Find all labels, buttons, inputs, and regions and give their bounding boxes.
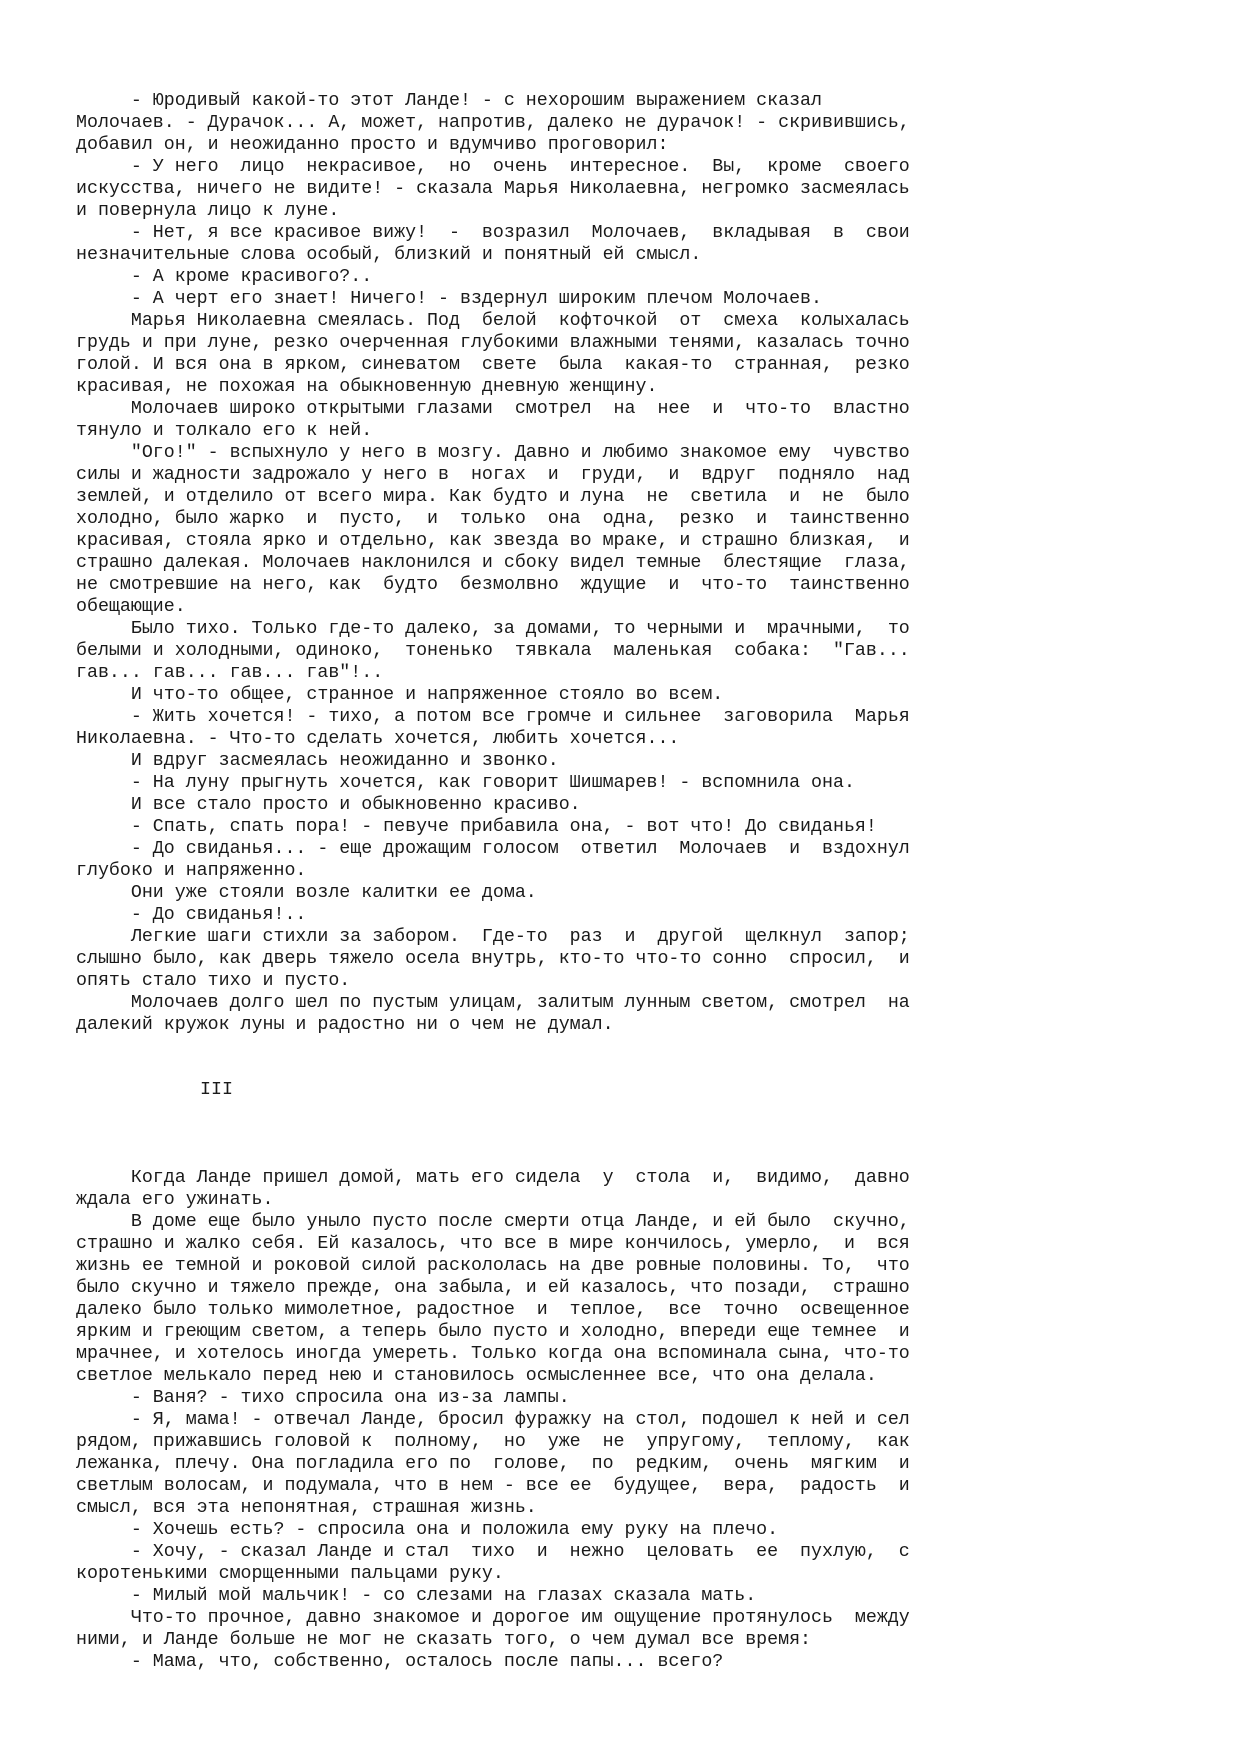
text-block-section-1: - Юродивый какой-то этот Ланде! - с нехорошим выражением сказал Молочаев. - Дурачок... А, может, напротив, далеко не дурачок! - скривившись, добавил он, и неожиданно просто и вдумчиво проговорил: - У него лицо некрасивое, но очень интересное. Вы, кроме своего искусства, ничего не видите! - сказала Марья Николаевна, негромко засмеялась и повернула лицо к луне. - Нет, я все красивое вижу! - возразил Молочаев, вкладывая в свои незначительные слова особый, близкий и понятный ей смысл. - А кроме красивого?.. - А черт его знает! Ничего! - вздернул широким плечом Молочаев. Марья Николаевна смеялась. Под белой кофточкой от смеха колыхалась грудь и при луне, резко очерченная глубокими влажными тенями, казалась точно голой. И вся она в ярком, синеватом свете была какая-то странная, резко красивая, не похожая на обыкновенную дневную женщину. Молочаев широко открытыми глазами смотрел на нее и что-то властно тянуло и толкало его к ней. "Ого!" - вспыхнуло у него в мозгу. Давно и любимо знакомое ему чувство силы и жадности задрожало у него в ногах и груди, и вдруг подняло над землей, и отделило от всего мира. Как будто и луна не светила и не было холодно, было жарко и пусто, и только она одна, резко и таинственно красивая, стояла ярко и отдельно, как звезда во мраке, и страшно близкая, и страшно далекая. Молочаев наклонился и сбоку видел темные блестящие глаза, не смотревшие на него, как будто безмолвно ждущие и что-то таинственно обещающие. Было тихо. Только где-то далеко, за домами, то черными и мрачными, то белыми и холодными, одиноко, тоненько тявкала маленькая собака: "Гав... гав... гав... гав... гав"!.. И что-то общее, странное и напряженное стояло во всем. - Жить хочется! - тихо, а потом все громче и сильнее заговорила Марья Николаевна. - Что-то сделать хочется, любить хочется... И вдруг засмеялась неожиданно и звонко. - На луну прыгнуть хочется, как говорит Шишмарев! - вспомнила она. И все стало просто и обыкновенно красиво. - Спать, спать пора! - певуче прибавила она, - вот что! До свиданья! - До свиданья... - еще дрожащим голосом ответил Молочаев и вздохнул глубоко и напряженно. Они уже стояли возле калитки ее дома. - До свиданья!.. Легкие шаги стихли за забором. Где-то раз и другой щелкнул запор; слышно было, как дверь тяжело осела внутрь, кто-то что-то сонно спросил, и опять стало тихо и пусто. Молочаев долго шел по пустым улицам, залитым лунным светом, смотрел на далекий кружок луны и радостно ни о чем не думал.: [76, 91, 910, 1035]
text-block-section-2: Когда Ланде пришел домой, мать его сидела у стола и, видимо, давно ждала его ужинать. В доме еще было уныло пусто после смерти отца Ланде, и ей было скучно, страшно и жалко себя. Ей казалось, что все в мире кончилось, умерло, и вся жизнь ее темной и роковой силой раскололась на две ровные половины. То, что было скучно и тяжело прежде, она забыла, и ей казалось, что позади, страшно далеко было только мимолетное, радостное и теплое, все точно освещенное ярким и греющим светом, а теперь было пусто и холодно, впереди еще темнее и мрачнее, и хотелось иногда умереть. Только когда она вспоминала сына, что-то светлое мелькало перед нею и становилось осмысленнее все, что она делала. - Ваня? - тихо спросила она из-за лампы. - Я, мама! - отвечал Ланде, бросил фуражку на стол, подошел к ней и сел рядом, прижавшись головой к полному, но уже не упругому, теплому, как лежанка, плечу. Она погладила его по голове, по редким, очень мягким и светлым волосам, и подумала, что в нем - все ее будущее, вера, радость и смысл, вся эта непонятная, страшная жизнь. - Хочешь есть? - спросила она и положила ему руку на плечо. - Хочу, - сказал Ланде и стал тихо и нежно целовать ее пухлую, с коротенькими сморщенными пальцами руку. - Милый мой мальчик! - со слезами на глазах сказала мать. Что-то прочное, давно знакомое и дорогое им ощущение протянулось между ними, и Ланде больше не мог не сказать того, о чем думал все время: - Мама, что, собственно, осталось после папы... всего?: [76, 1168, 910, 1672]
chapter-heading: III: [200, 1080, 233, 1100]
